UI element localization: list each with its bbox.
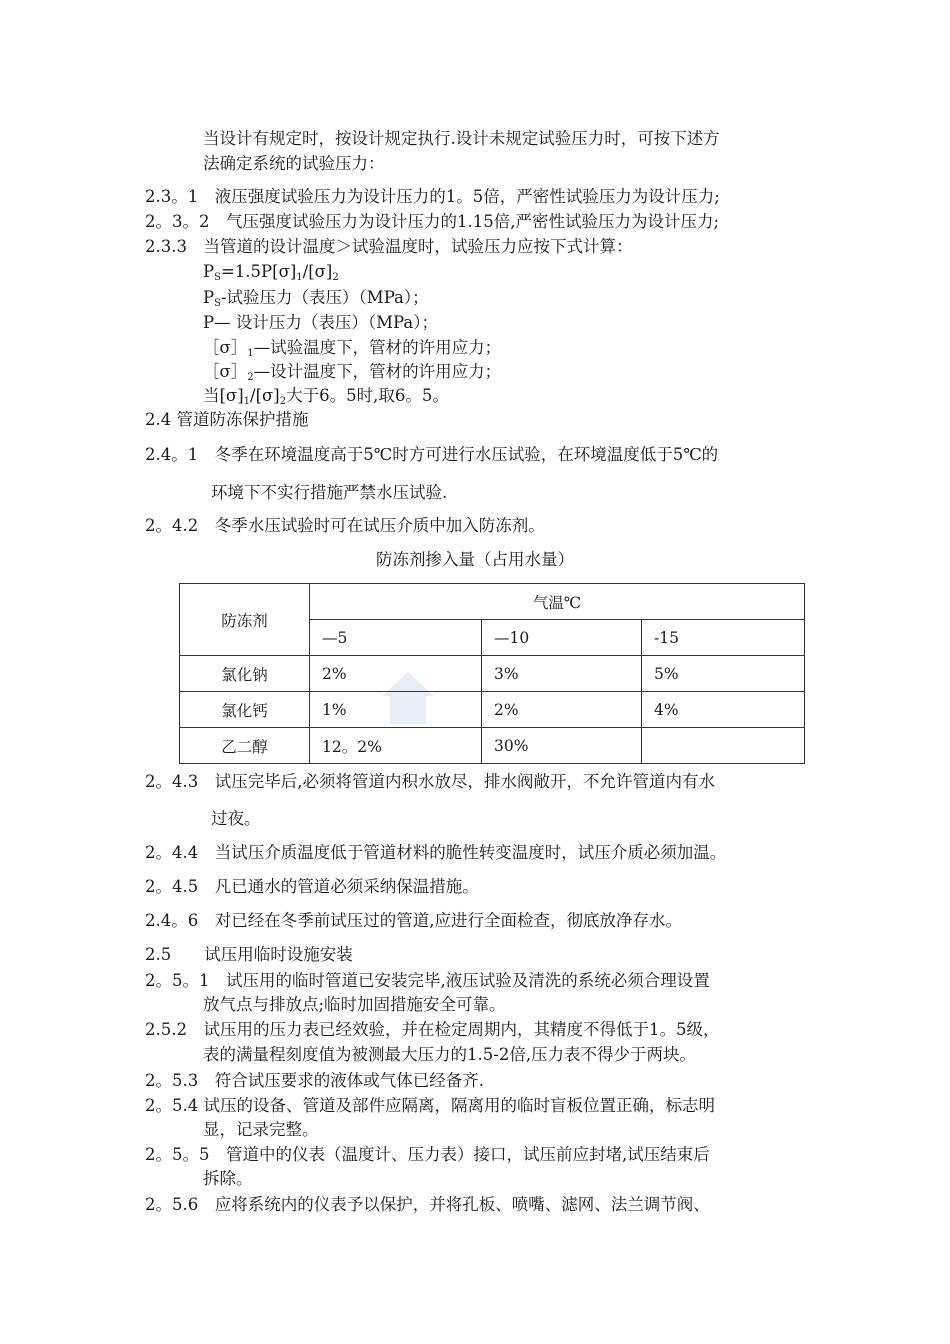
paragraph-line: 法确定系统的试验压力： [203, 154, 385, 173]
clause-2-5-5: 2。5。5 管道中的仪表（温度计、压力表）接口，试压前应封堵,试压结束后 [145, 1145, 710, 1164]
header-temp: 气温℃ [310, 584, 805, 620]
paragraph-line: 环境下不实行措施严禁水压试验. [211, 483, 448, 502]
temp-cell: —10 [482, 620, 642, 656]
paragraph-line: 过夜。 [211, 809, 261, 828]
header-agent: 防冻剂 [180, 584, 310, 656]
clause-2-3-1: 2.3。1 液压强度试验压力为设计压力的1。5倍，严密性试验压力为设计压力; [145, 187, 720, 206]
clause-2-5-3: 2。5.3 符合试压要求的液体或气体已经备齐. [145, 1071, 484, 1090]
formula-sigma2-def: $[\sigma]_2—$设计温度下，管材的许用应力； [203, 362, 502, 383]
temp-cell: —5 [310, 620, 482, 656]
section-2-4-heading: 2.4 管道防冻保护措施 [145, 410, 309, 429]
table-row [180, 728, 805, 764]
temp-cell: -15 [642, 620, 805, 656]
table-cell [642, 728, 805, 764]
clause-2-4-5: 2。4.5 凡已通水的管道必须采纳保温措施。 [145, 877, 479, 896]
clause-2-4-3: 2。4.3 试压完毕后,必须将管道内积水放尽，排水阀敞开，不允许管道内有水 [145, 772, 715, 791]
table-caption: 防冻剂掺入量（占用水量） [376, 550, 574, 569]
table-cell: 2% [482, 692, 642, 728]
paragraph-line: 拆除。 [203, 1169, 253, 1188]
table-cell: 12。2% [310, 728, 482, 764]
clause-2-4-2: 2。4.2 冬季水压试验时可在试压介质中加入防冻剂。 [145, 516, 545, 535]
section-2-5-heading: 2.5 试压用临时设施安装 [145, 945, 353, 964]
paragraph-line: 显，记录完整。 [203, 1120, 319, 1139]
clause-2-4-1: 2.4。1 冬季在环境温度高于5℃时方可进行水压试验，在环境温度低于5℃的 [145, 445, 719, 464]
table-header-row [180, 584, 805, 620]
formula: $P_S=1.5P[\sigma]_1/[\sigma]_2$ [203, 262, 339, 283]
clause-2-5-4: 2。5.4 试压的设备、管道及部件应隔离，隔离用的临时盲板位置正确，标志明 [145, 1096, 715, 1115]
formula-sigma1-def: $[\sigma]_1—$试验温度下，管材的许用应力； [203, 338, 502, 359]
clause-2-3-2: 2。3。2 气压强度试验压力为设计压力的1.15倍,严密性试验压力为设计压力; [145, 212, 720, 231]
clause-2-5-1: 2。5。1 试压用的临时管道已安装完毕,液压试验及清洗的系统必须合理设置 [145, 971, 710, 990]
clause-2-4-4: 2。4.4 当试压介质温度低于管道材料的脆性转变温度时，试压介质必须加温。 [145, 843, 727, 862]
agent-name: 乙二醇 [180, 728, 310, 764]
clause-2-3-3: 2.3.3 当管道的设计温度＞试验温度时，试验压力应按下式计算： [145, 237, 633, 256]
clause-2-5-2: 2.5.2 试压用的压力表已经效验，并在检定周期内，其精度不得低于1。5级， [145, 1020, 720, 1039]
agent-name: 氯化钠 [180, 656, 310, 692]
formula-ps-def: $P_S-$试验压力（表压）（MPa）； [203, 288, 429, 309]
table-cell: 30% [482, 728, 642, 764]
table-cell: 2% [310, 656, 482, 692]
formula-ratio-note: 当$[\sigma]_1/[\sigma]_2$大于6。5时,取6。5。 [203, 386, 449, 407]
antifreeze-table [179, 583, 805, 764]
paragraph-line: 表的满量程刻度值为被测最大压力的1.5-2倍,压力表不得少于两块。 [203, 1045, 697, 1064]
clause-2-5-6: 2。5.6 应将系统内的仪表予以保护，并将孔板、喷嘴、滤网、法兰调节阀、 [145, 1195, 710, 1214]
formula-p-def: P— 设计压力（表压）（MPa）； [203, 313, 438, 332]
paragraph-line: 当设计有规定时，按设计规定执行.设计未规定试验压力时，可按下述方 [203, 129, 720, 148]
table-cell: 1% [310, 692, 482, 728]
paragraph-line: 放气点与排放点;临时加固措施安全可靠。 [203, 995, 506, 1014]
agent-name: 氯化钙 [180, 692, 310, 728]
clause-2-4-6: 2.4。6 对已经在冬季前试压过的管道,应进行全面检查，彻底放净存水。 [145, 911, 682, 930]
table-cell: 4% [642, 692, 805, 728]
table-row [180, 656, 805, 692]
table-row [180, 692, 805, 728]
table-cell: 5% [642, 656, 805, 692]
table-cell: 3% [482, 656, 642, 692]
